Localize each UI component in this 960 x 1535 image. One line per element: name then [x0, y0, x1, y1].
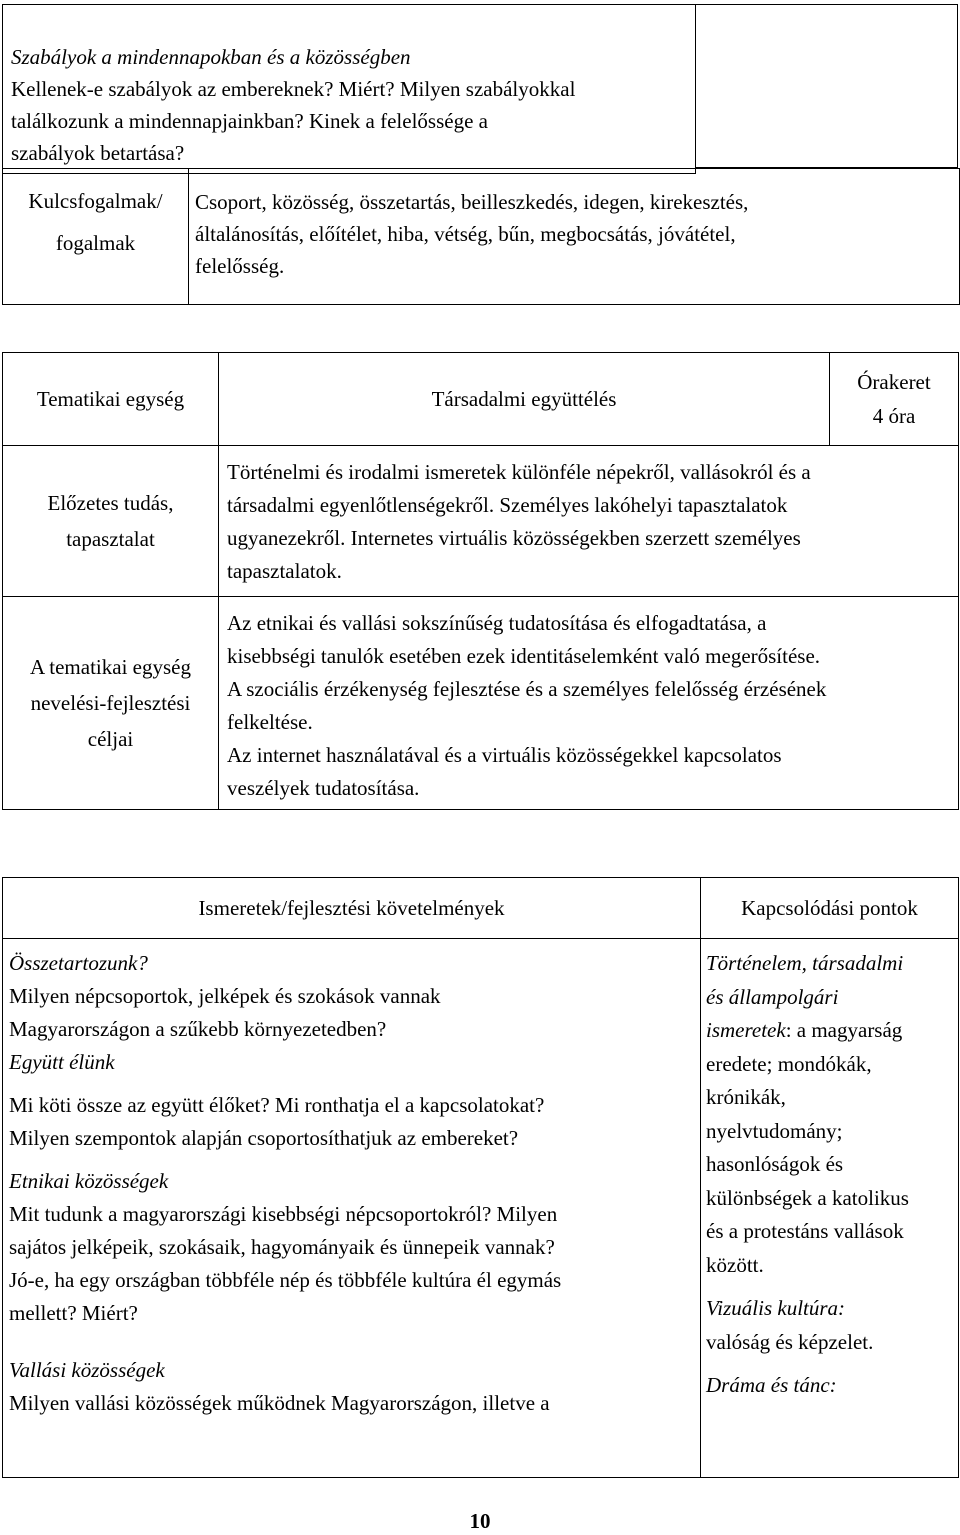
spacer	[706, 1359, 954, 1369]
rules-side-cell	[696, 4, 958, 168]
link-history-line: eredete; mondókák,	[706, 1051, 872, 1076]
section-title: Összetartozunk?	[9, 951, 148, 975]
rules-line: találkozunk a mindennapjainkban? Kinek a felelőssége a	[11, 109, 488, 133]
goals-line: A szociális érzékenység fejlesztése és a személyes felelősség érzésének	[227, 677, 827, 701]
hours-cell	[830, 353, 959, 446]
spacer	[9, 1079, 694, 1089]
page-number: 10	[469, 1509, 491, 1533]
link-history-line: hasonlóságok és	[706, 1152, 844, 1176]
unit-label: Tematikai egység	[3, 353, 219, 446]
goals-line: veszélyek tudatosítása.	[227, 776, 420, 800]
link-history-line: nyelvtudomány;	[706, 1118, 843, 1143]
requirements-body	[3, 939, 701, 1478]
section-line: Mit tudunk a magyarországi kisebbségi népcsoportokról? Milyen	[9, 1202, 558, 1226]
prior-line: társadalmi egyenlőtlenségekről. Személyes lakóhelyi tapasztalatok	[227, 493, 788, 517]
requirements-table	[2, 877, 959, 1478]
link-history-italic: ismeretek	[706, 1018, 786, 1042]
hours-label: Órakeret	[857, 370, 931, 394]
prior-label-line: Előzetes tudás,	[47, 491, 174, 515]
goals-label-line: nevelési-fejlesztési	[30, 691, 191, 715]
goals-line: felkeltése.	[227, 710, 313, 734]
goals-line: Az internet használatával és a virtuális közösségekkel kapcsolatos	[227, 743, 782, 767]
link-drama-title: Dráma és tánc:	[706, 1373, 837, 1397]
rules-cell	[3, 5, 696, 174]
section-line: Milyen népcsoportok, jelképek és szokások vannak	[9, 984, 441, 1008]
key-concepts-line: felelősség.	[195, 254, 285, 278]
unit-table	[2, 352, 959, 810]
hours-value: 4 óra	[872, 404, 916, 428]
rules-title: Szabályok a mindennapokban és a közösségben	[11, 45, 411, 69]
section-line: Milyen szempontok alapján csoportosíthatjuk az embereket?	[9, 1126, 519, 1150]
spacer	[9, 1330, 694, 1354]
section-line: Jó-e, ha egy országban többféle nép és többféle kultúra él egymás	[9, 1268, 562, 1292]
section-title: Együtt élünk	[9, 1050, 115, 1074]
goals-label-line: céljai	[87, 727, 134, 751]
section-title: Vallási közösségek	[9, 1358, 165, 1382]
link-history-line: és állampolgári	[706, 984, 839, 1009]
goals-line: kisebbségi tanulók esetében ezek identitáselemként való megerősítése.	[227, 644, 821, 668]
section-line: sajátos jelképeik, szokásaik, hagyományaik és ünnepeik vannak?	[9, 1235, 555, 1259]
prior-label-line: tapasztalat	[66, 527, 155, 551]
link-history-line	[706, 1014, 954, 1048]
section-line: Mi köti össze az együtt élőket? Mi ronthatja el a kapcsolatokat?	[9, 1093, 545, 1117]
key-concepts-label-line: Kulcsfogalmak/	[28, 189, 163, 213]
link-history-line: krónikák,	[706, 1085, 786, 1109]
link-history-line: Történelem, társadalmi	[706, 951, 904, 975]
links-header: Kapcsolódási pontok	[701, 878, 959, 939]
prior-knowledge-value	[219, 446, 959, 597]
link-history-line: között.	[706, 1252, 764, 1277]
link-visual-title: Vizuális kultúra:	[706, 1296, 846, 1320]
link-history-line: és a protestáns vallások	[706, 1219, 904, 1243]
goals-label	[3, 597, 219, 810]
goals-line: Az etnikai és vallási sokszínűség tudatosítása és elfogadtatása, a	[227, 611, 767, 635]
links-body	[701, 939, 959, 1478]
goals-label-line: A tematikai egység	[30, 655, 191, 679]
requirements-header: Ismeretek/fejlesztési követelmények	[3, 878, 701, 939]
spacer	[706, 1282, 954, 1292]
key-concepts-value	[189, 169, 960, 305]
prior-line: Történelmi és irodalmi ismeretek különféle népekről, vallásokról és a	[227, 460, 811, 484]
prior-knowledge-label	[3, 446, 219, 597]
key-concepts-label-line: fogalmak	[55, 231, 136, 255]
key-concepts-label	[3, 169, 189, 305]
link-history-line: különbségek a katolikus	[706, 1185, 909, 1210]
key-concepts-table	[2, 168, 960, 305]
rules-table	[2, 4, 696, 174]
prior-line: tapasztalatok.	[227, 559, 342, 583]
rules-line: Kellenek-e szabályok az embereknek? Miért? Milyen szabályokkal	[11, 77, 576, 101]
key-concepts-line: általánosítás, előítélet, hiba, vétség, bűn, megbocsátás, jóvátétel,	[195, 222, 736, 246]
link-visual-text: valóság és képzelet.	[706, 1329, 874, 1354]
key-concepts-line: Csoport, közösség, összetartás, beilleszkedés, idegen, kirekesztés,	[195, 190, 749, 214]
goals-value	[219, 597, 959, 810]
section-line: Magyarországon a szűkebb környezetedben?	[9, 1017, 387, 1041]
spacer	[9, 1155, 694, 1165]
prior-line: ugyanezekről. Internetes virtuális közösségekben szerzett személyes	[227, 526, 801, 550]
section-title: Etnikai közösségek	[9, 1169, 169, 1193]
unit-title: Társadalmi együttélés	[219, 353, 830, 446]
rules-line: szabályok betartása?	[11, 141, 185, 165]
section-line: mellett? Miért?	[9, 1301, 138, 1325]
section-line: Milyen vallási közösségek működnek Magyarországon, illetve a	[9, 1391, 550, 1415]
link-history-rest: : a magyarság	[785, 1018, 903, 1042]
